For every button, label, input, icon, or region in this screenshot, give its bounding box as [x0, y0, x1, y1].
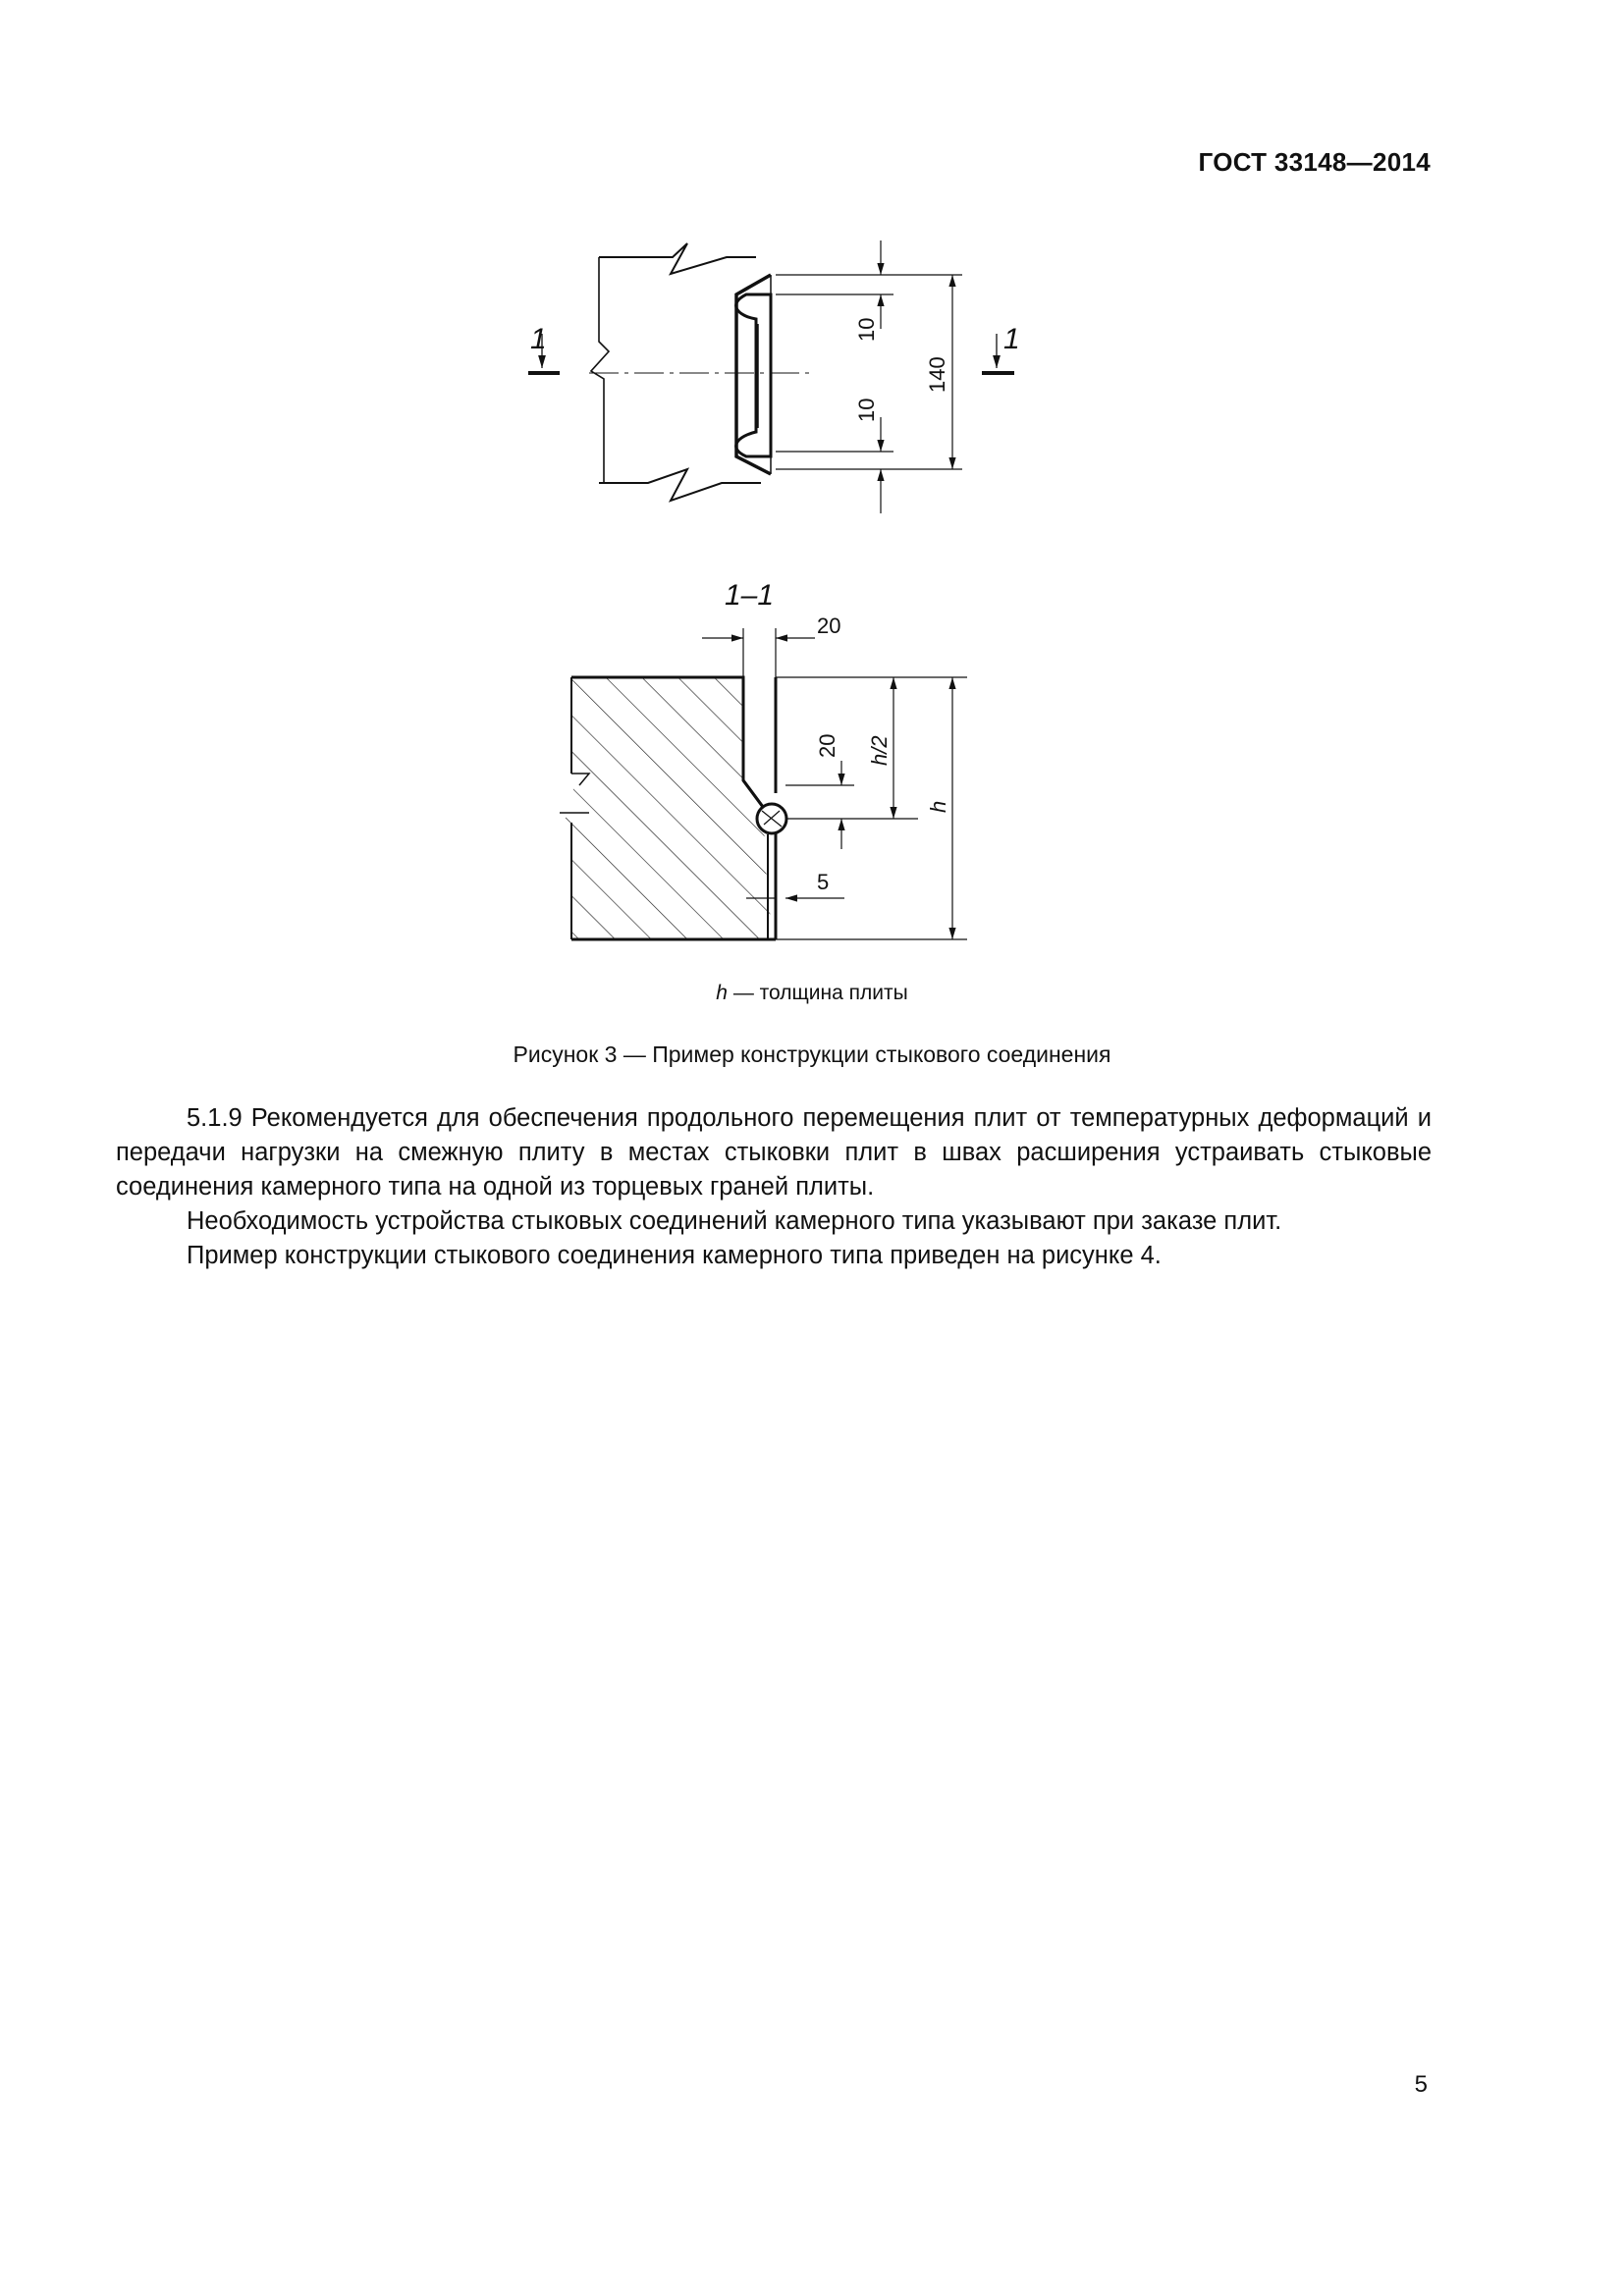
paragraph: Пример конструкции стыкового соединения камерного типа приведен на рисунке 4. [187, 1242, 1162, 1269]
legend-symbol: h [716, 982, 728, 1004]
dim-top-10: 10 [854, 317, 879, 342]
section-label: 1–1 [725, 579, 775, 612]
page-number: 5 [1414, 2071, 1428, 2098]
dim-bottom-10: 10 [854, 398, 879, 422]
figure-caption: Рисунок 3 — Пример конструкции стыкового соединения [513, 1041, 1111, 1067]
document-code: ГОСТ 33148—2014 [1198, 147, 1431, 177]
dim-half-h: h/2 [867, 735, 892, 766]
joint-drawing [0, 0, 1624, 982]
body-text [116, 1101, 1432, 1273]
paragraph: 5.1.9 Рекомендуется для обеспечения продольного перемещения плит от температурных деформаций и передачи нагрузки на смежную плиту в местах стыковки плит в швах расширения устраивать стыковые соединения камерного типа на одной из торцевых граней плиты. [116, 1104, 1432, 1201]
figure-legend [0, 982, 1624, 1005]
dim-width-20: 20 [817, 614, 841, 638]
section-view [560, 628, 967, 939]
section-mark-right: 1 [1003, 323, 1020, 355]
dim-h: h [926, 800, 950, 813]
section-mark-left: 1 [530, 323, 547, 355]
legend-text: — толщина плиты [727, 982, 908, 1004]
dim-total-140: 140 [925, 356, 949, 393]
paragraph: Необходимость устройства стыковых соединений камерного типа указывают при заказе плит. [187, 1207, 1282, 1235]
dim-gap-5: 5 [817, 870, 830, 894]
dim-groove-20: 20 [815, 733, 839, 758]
